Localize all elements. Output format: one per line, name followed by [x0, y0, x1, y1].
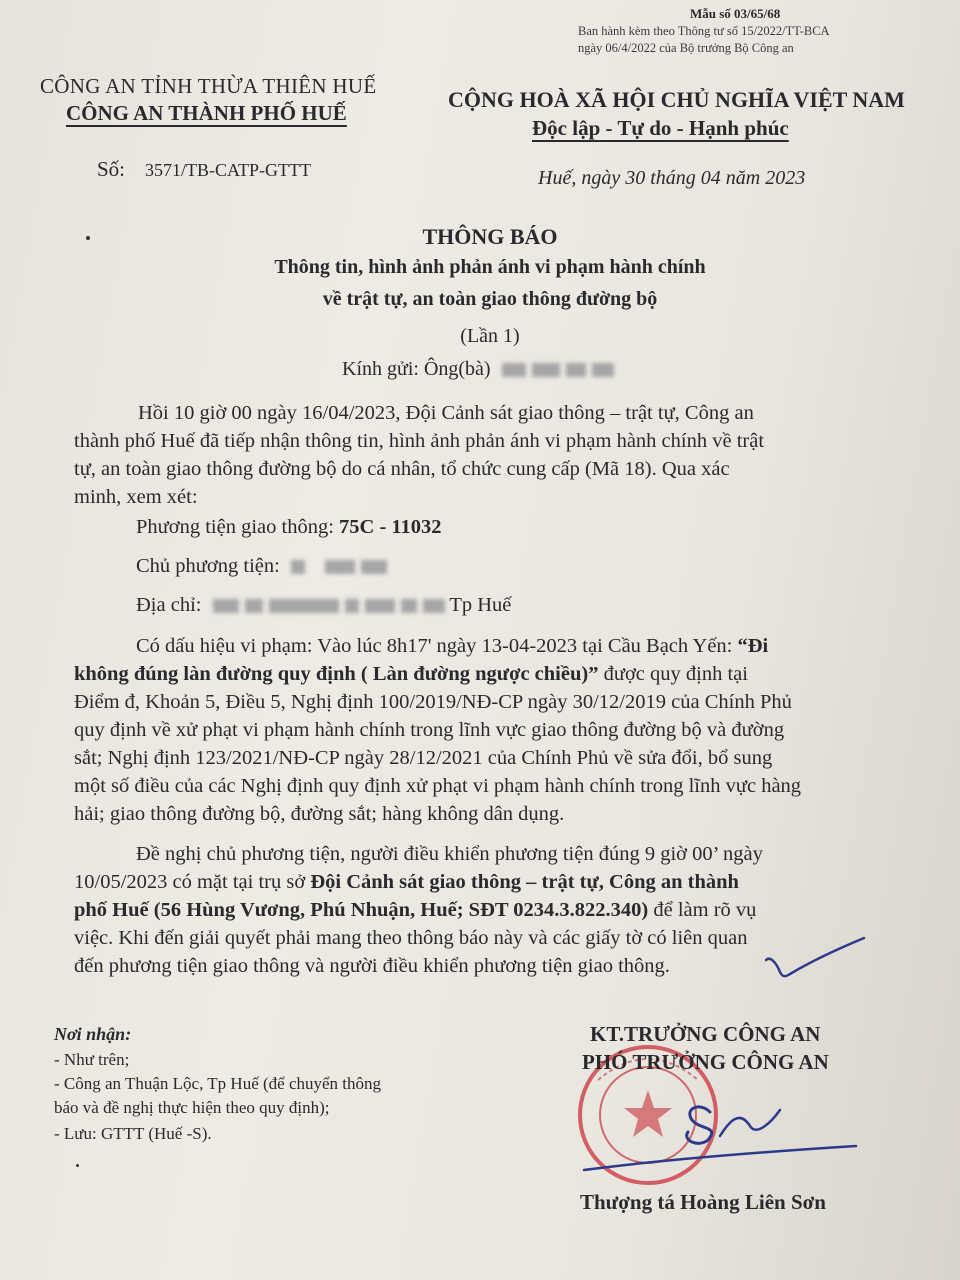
violation-rest: được quy định tại — [598, 663, 748, 685]
para1-line1: Hồi 10 giờ 00 ngày 16/04/2023, Đội Cảnh sát giao thông – trật tự, Công an — [138, 402, 754, 424]
nation-name: CỘNG HOÀ XÃ HỘI CHỦ NGHĨA VIỆT NAM — [448, 87, 905, 112]
form-issued-line2: ngày 06/4/2022 của Bộ trưởng Bộ Công an — [578, 41, 794, 55]
request-address: phố Huế (56 Hùng Vương, Phú Nhuận, Huế; SĐT 0234.3.822.340) — [74, 899, 649, 921]
handwritten-signature — [580, 1080, 880, 1180]
recipient-item: báo và đề nghị thực hiện theo quy định); — [54, 1098, 330, 1117]
request-office: Đội Cảnh sát giao thông – trật tự, Công an thành — [310, 871, 739, 893]
para2-line1: Điểm đ, Khoản 5, Điều 5, Nghị định 100/2019/NĐ-CP ngày 30/12/2019 của Chính Phủ — [74, 691, 792, 713]
signature-title-1: KT.TRƯỞNG CÔNG AN — [590, 1022, 821, 1046]
redacted-address — [213, 599, 239, 613]
request-line2-text: 10/05/2023 có mặt tại trụ sở — [74, 871, 311, 893]
request-line5: đến phương tiện giao thông và người điều khiển phương tiện giao thông. — [74, 955, 670, 977]
document-number — [97, 157, 311, 182]
form-issued-line1: Ban hành kèm theo Thông tư số 15/2022/TT-BCA — [578, 24, 830, 38]
violation-line2 — [74, 660, 748, 688]
vehicle-field — [136, 516, 442, 539]
document-title: THÔNG BÁO — [422, 224, 558, 249]
para1-line4: minh, xem xét: — [74, 486, 198, 508]
document-number-value: 3571/TB-CATP-GTTT — [145, 160, 312, 180]
document-number-label: Số: — [97, 157, 126, 181]
violation-intro: Có dấu hiệu vi phạm: Vào lúc 8h17' ngày 13-04-2023 tại Cầu Bạch Yến: — [136, 635, 738, 657]
document-round: (Lần 1) — [460, 325, 520, 347]
recipient-item: - Công an Thuận Lộc, Tp Huế (để chuyển thông — [54, 1074, 382, 1093]
vehicle-label: Phương tiện giao thông: — [136, 516, 340, 538]
request-line3 — [74, 896, 756, 924]
recipient-item: - Như trên; — [54, 1050, 130, 1069]
address-label: Địa chỉ: — [136, 594, 202, 616]
request-line3-rest: để làm rõ vụ — [648, 899, 757, 921]
form-number: Mẫu số 03/65/68 — [690, 6, 781, 21]
para2-line5: hải; giao thông đường bộ, đường sắt; hàng không dân dụng. — [74, 803, 565, 825]
para1-line2: thành phố Huế đã tiếp nhận thông tin, hình ảnh phản ánh vi phạm hành chính về trật — [74, 430, 765, 452]
salutation — [342, 358, 614, 381]
agency-name: CÔNG AN THÀNH PHỐ HUẾ — [66, 101, 347, 125]
violation-line1 — [136, 632, 768, 660]
document-subtitle-2: về trật tự, an toàn giao thông đường bộ — [322, 288, 658, 310]
para2-line4: một số điều của các Nghị định quy định xử phạt vi phạm hành chính trong lĩnh vực hàng — [74, 775, 802, 797]
para2-line3: sắt; Nghị định 123/2021/NĐ-CP ngày 28/12/2021 của Chính Phủ về sửa đổi, bổ sung — [74, 747, 773, 769]
violation-quote: không đúng làn đường quy định ( Làn đường ngược chiều)” — [74, 663, 599, 685]
recipients-label: Nơi nhận: — [54, 1024, 132, 1044]
agency-parent: CÔNG AN TỈNH THỪA THIÊN HUẾ — [40, 74, 377, 98]
signer-name: Thượng tá Hoàng Liên Sơn — [580, 1190, 826, 1214]
request-line4: việc. Khi đến giải quyết phải mang theo thông báo này và các giấy tờ có liên quan — [74, 927, 748, 949]
para2-line2: quy định về xử phạt vi phạm hành chính trong lĩnh vực giao thông đường bộ và đường — [74, 719, 785, 741]
pen-checkmark — [760, 930, 870, 990]
violation-quote-start: “Đi — [737, 635, 769, 657]
ink-dot — [76, 1164, 79, 1167]
request-line2 — [74, 868, 739, 896]
address-city: Tp Huế — [449, 594, 512, 616]
document-subtitle-1: Thông tin, hình ảnh phản ánh vi phạm hành chính — [274, 256, 706, 278]
redacted-name — [502, 363, 526, 377]
request-line1: Đề nghị chủ phương tiện, người điều khiển phương tiện đúng 9 giờ 00’ ngày — [136, 843, 763, 865]
redacted-owner — [291, 560, 305, 574]
recipient-item: - Lưu: GTTT (Huế -S). — [54, 1124, 212, 1143]
nation-motto: Độc lập - Tự do - Hạnh phúc — [532, 116, 789, 140]
para1-line3: tự, an toàn giao thông đường bộ do cá nhân, tổ chức cung cấp (Mã 18). Qua xác — [74, 458, 730, 480]
salutation-text: Kính gửi: Ông(bà) — [342, 358, 491, 380]
signature-title-2: PHÓ TRƯỞNG CÔNG AN — [582, 1050, 829, 1074]
address-field — [136, 594, 511, 617]
document-date: Huế, ngày 30 tháng 04 năm 2023 — [538, 167, 806, 189]
vehicle-plate: 75C - 11032 — [339, 516, 442, 538]
owner-label: Chủ phương tiện: — [136, 555, 280, 577]
owner-field — [136, 555, 387, 578]
